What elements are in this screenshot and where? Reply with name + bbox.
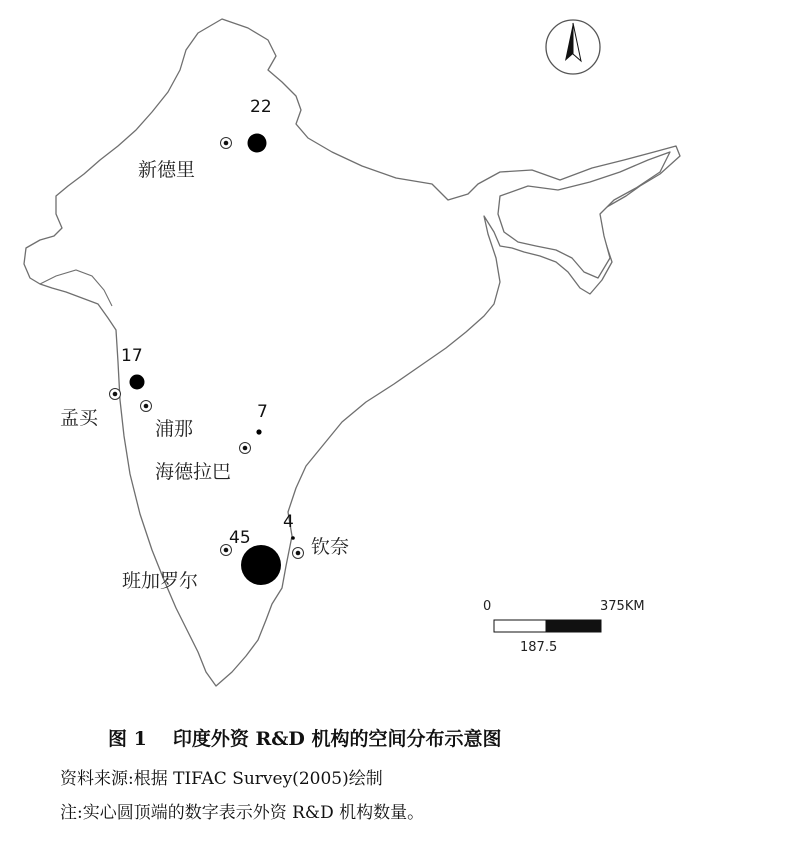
city-chennai bbox=[283, 512, 349, 559]
city-label: 海德拉巴 bbox=[155, 461, 232, 483]
scale-bar bbox=[483, 599, 645, 655]
count-marker bbox=[256, 429, 261, 434]
scale-end-label: 375KM bbox=[600, 599, 645, 614]
count-label: 45 bbox=[229, 528, 251, 548]
scale-bar-white-segment bbox=[494, 620, 546, 632]
count-label: 17 bbox=[121, 346, 143, 366]
city-label: 浦那 bbox=[155, 418, 194, 440]
figure-title bbox=[108, 724, 502, 751]
city-label: 孟买 bbox=[60, 407, 99, 429]
scale-bar-black-segment bbox=[546, 620, 601, 632]
count-marker bbox=[130, 375, 145, 390]
figure-caption bbox=[0, 700, 800, 852]
small-marker-dot bbox=[243, 446, 248, 451]
north-arrow-icon bbox=[546, 20, 600, 74]
city-label: 新德里 bbox=[138, 159, 196, 181]
city-label: 班加罗尔 bbox=[122, 570, 199, 592]
marker-explanation-note: 注:实心圆顶端的数字表示外资 R&D 机构数量。 bbox=[60, 803, 425, 823]
data-source-note: 资料来源:根据 TIFAC Survey(2005)绘制 bbox=[60, 769, 383, 789]
count-marker bbox=[241, 545, 281, 585]
count-marker bbox=[248, 134, 267, 153]
scale-mid-label: 187.5 bbox=[520, 640, 558, 655]
count-label: 4 bbox=[283, 512, 294, 532]
small-marker-dot bbox=[224, 548, 229, 553]
small-marker-dot bbox=[144, 404, 149, 409]
count-label: 7 bbox=[257, 402, 268, 422]
scale-start-label: 0 bbox=[483, 599, 492, 614]
count-label: 22 bbox=[250, 97, 272, 117]
city-label: 钦奈 bbox=[311, 536, 350, 558]
small-marker-dot bbox=[113, 392, 118, 397]
figure-number: 图 1 bbox=[108, 728, 147, 750]
figure-title-text: 印度外资 R&D 机构的空间分布示意图 bbox=[172, 728, 502, 750]
small-marker-dot bbox=[296, 551, 301, 556]
small-marker-dot bbox=[224, 141, 229, 146]
count-marker bbox=[291, 536, 295, 540]
